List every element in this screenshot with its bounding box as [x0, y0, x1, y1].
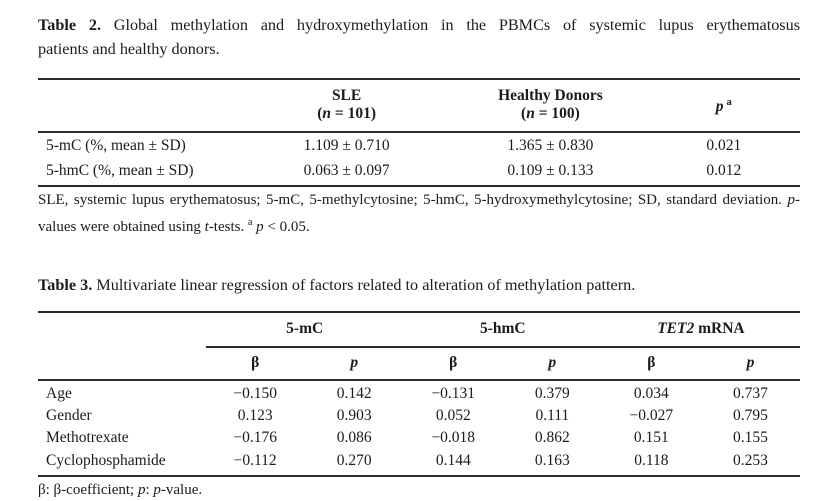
cell: 0.155	[733, 429, 768, 447]
table2-header-healthy-donors	[453, 79, 647, 132]
table3-caption	[38, 273, 800, 297]
table2-header-sle-title: SLE	[331, 87, 362, 104]
cell: −0.176	[233, 429, 277, 447]
table-row	[38, 450, 800, 476]
cell: 0.163	[534, 451, 570, 469]
table2-header-sle	[240, 79, 453, 132]
table3-group-stub	[38, 312, 206, 347]
table-row	[38, 405, 800, 427]
table2-row-5hmc-hd: 0.109 ± 0.133	[507, 161, 594, 179]
table3-subheader-p-2: p	[548, 354, 557, 371]
table2-caption-line1	[38, 13, 800, 37]
cell: 0.123	[237, 407, 273, 425]
cell: 0.151	[633, 429, 669, 447]
table3-group-tet2-mrna: TET2 mRNA	[602, 312, 800, 347]
table-row	[38, 159, 800, 187]
table3-row-methotrexate-label: Methotrexate	[46, 429, 129, 447]
cell: 0.111	[535, 407, 570, 425]
table3-row-age-label: Age	[46, 385, 72, 402]
table2-row-5hmc-p: 0.012	[706, 161, 742, 179]
table2-row-5mc-hd: 1.365 ± 0.830	[507, 137, 594, 154]
table3-subheader-stub	[38, 347, 206, 380]
table3-group-5mc: 5-mC	[206, 312, 404, 347]
cell: −0.027	[629, 407, 674, 425]
cell: 0.795	[733, 407, 768, 425]
table3-row-gender-label: Gender	[46, 407, 92, 425]
section-gap	[38, 238, 800, 273]
table3-caption-text: Multivariate linear regression of factors related to alteration of methylation pattern.	[92, 276, 636, 294]
table2-row-5hmc-sle: 0.063 ± 0.097	[303, 161, 390, 179]
cell: 0.034	[633, 385, 669, 402]
table2-caption-line2: patients and healthy donors.	[38, 40, 220, 58]
table3-subheader-beta-1: β	[251, 354, 260, 371]
table2-row-5mc-sle: 1.109 ± 0.710	[303, 137, 390, 154]
table2-header-hd-n: (n = 100)	[521, 105, 580, 122]
table2-header-row	[38, 79, 800, 132]
table3-subheader-p-3: p	[746, 354, 755, 371]
table2-caption-text1: Global methylation and hydroxymethylation in the PBMCs of systemic lupus erythematosus	[113, 16, 801, 34]
table2	[38, 78, 800, 187]
table3-group-header-row	[38, 312, 800, 347]
cell: 0.379	[534, 385, 570, 402]
table3-subheader-row	[38, 347, 800, 380]
table3	[38, 311, 800, 477]
table2-caption	[38, 13, 800, 61]
table2-footnote: SLE, systemic lupus erythematosus; 5-mC, 5-methylcytosine; 5-hmC, 5-hydroxymethylcytosine; SD, standard deviation. p-values were obtained using t-tests. $^a$ p < 0.05.	[38, 192, 800, 235]
table-row	[38, 132, 800, 159]
table2-caption-label: Table 2.	[38, 16, 102, 34]
cell: 0.903	[336, 407, 372, 425]
table2-header-hd-title: Healthy Donors	[498, 87, 603, 104]
cell: 0.144	[435, 451, 471, 469]
table-row	[38, 427, 800, 449]
cell: 0.052	[435, 407, 471, 425]
cell: 0.270	[336, 451, 372, 469]
table-row	[38, 380, 800, 405]
table3-caption-label: Table 3.	[38, 276, 93, 294]
table2-header-p: p $^a$	[715, 96, 732, 116]
cell: 0.253	[733, 451, 768, 469]
table3-subheader-beta-3: β	[647, 354, 656, 371]
table2-header-stub	[38, 79, 240, 132]
table2-row-5hmc-label: 5-hmC (%, mean ± SD)	[46, 161, 194, 179]
table2-header-sle-n: (n = 101)	[317, 105, 376, 122]
cell: −0.018	[431, 429, 476, 447]
table2-row-5mc-p: 0.021	[706, 137, 742, 154]
table2-row-5mc-label: 5-mC (%, mean ± SD)	[46, 137, 186, 154]
cell: 0.737	[733, 385, 768, 402]
table3-row-cyclophosphamide-label: Cyclophosphamide	[46, 451, 166, 469]
table3-subheader-p-1: p	[350, 354, 359, 371]
cell: −0.150	[233, 385, 277, 402]
cell: 0.086	[336, 429, 372, 447]
table3-group-5hmc: 5-hmC	[404, 312, 602, 347]
table3-subheader-beta-2: β	[449, 354, 458, 371]
table3-footnote: β: β-coefficient; p: p-value.	[38, 481, 203, 498]
cell: 0.862	[534, 429, 570, 447]
cell: −0.131	[431, 385, 476, 402]
cell: 0.118	[634, 451, 669, 469]
cell: 0.142	[336, 385, 372, 402]
cell: −0.112	[233, 451, 277, 469]
